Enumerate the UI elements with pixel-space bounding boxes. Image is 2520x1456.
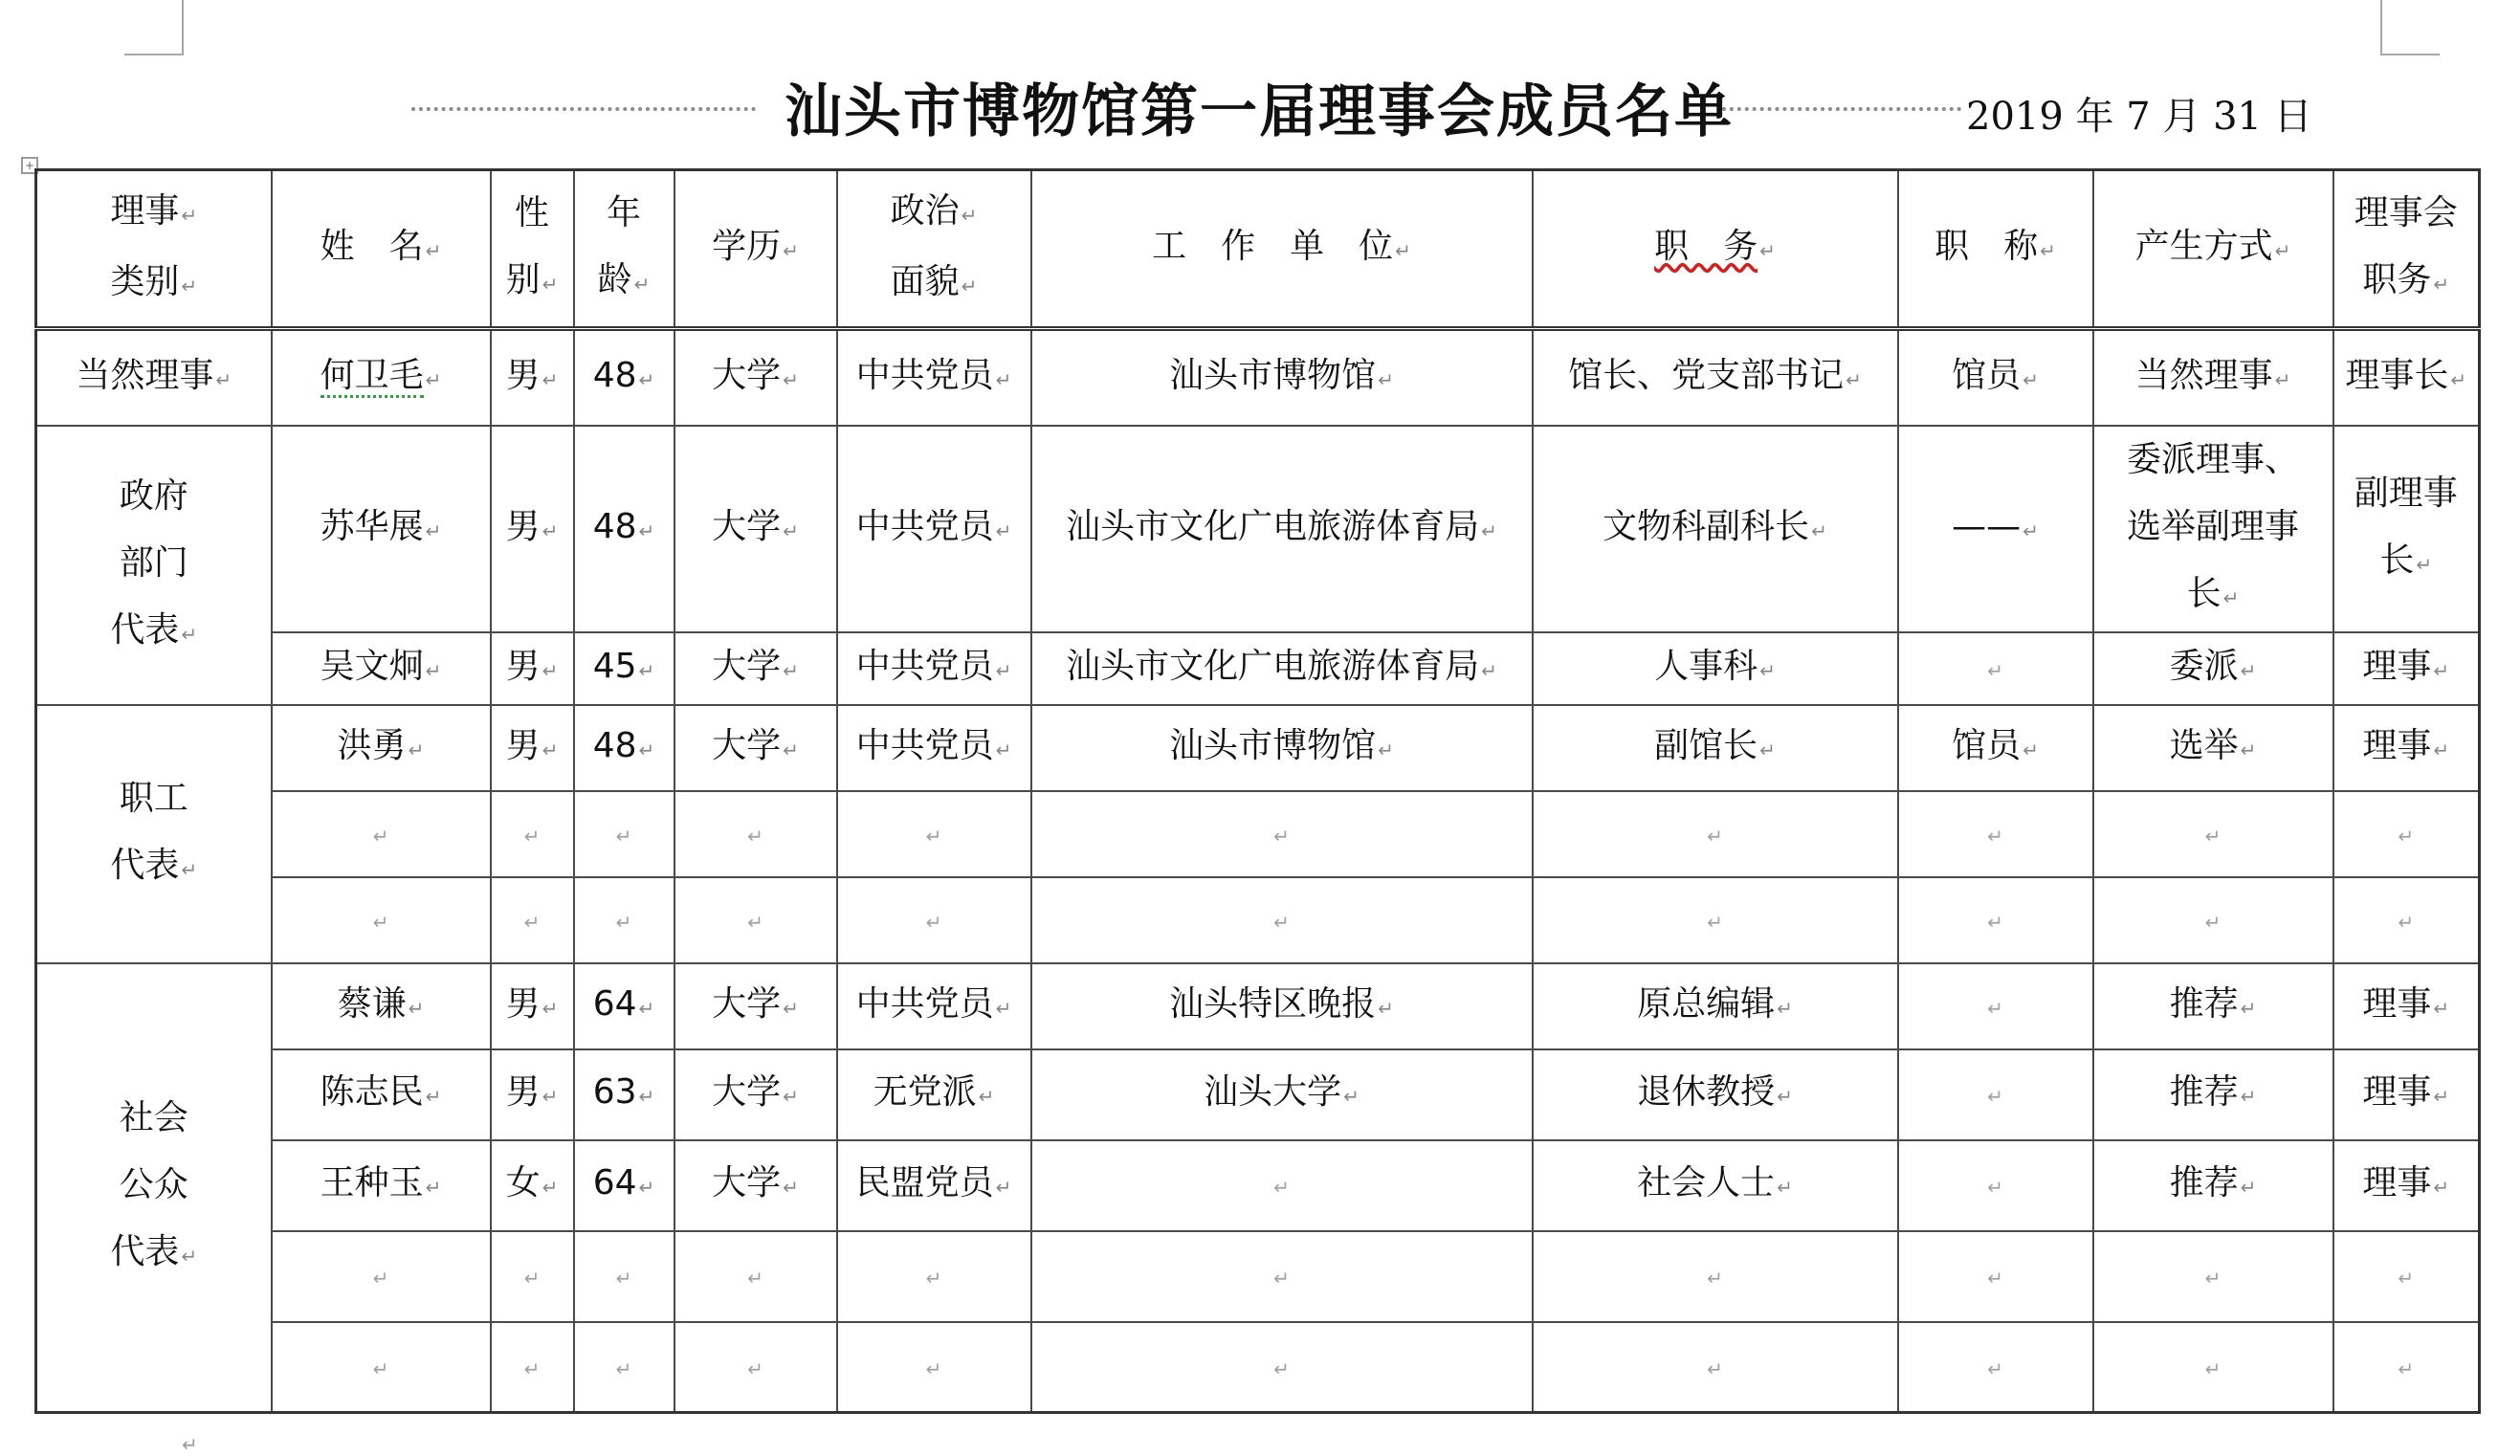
cell-method: ↵ xyxy=(2093,1231,2333,1322)
cell-education: 大学 ↵ xyxy=(674,963,837,1049)
cell-age: ↵ xyxy=(574,1231,674,1322)
cell-workplace: ↵ xyxy=(1031,877,1533,963)
crop-mark-top-left xyxy=(124,0,184,55)
cell-method: ↵ xyxy=(2093,791,2333,877)
cell-age: ↵ xyxy=(574,791,674,877)
cell-age: 64 ↵ xyxy=(574,1140,674,1231)
cell-method: 选举 ↵ xyxy=(2093,705,2333,791)
cell-method: 当然理事 ↵ xyxy=(2093,329,2333,426)
table-row xyxy=(36,1231,2480,1322)
cell-board-role: ↵ xyxy=(2333,877,2480,963)
cell-education: ↵ xyxy=(674,1322,837,1413)
cell-name: 陈志民 ↵ xyxy=(272,1049,491,1140)
header-political: 政治 ↵ 面貌 ↵ xyxy=(837,170,1031,329)
cell-age: 63 ↵ xyxy=(574,1049,674,1140)
cell-education: 大学 ↵ xyxy=(674,426,837,632)
category-cell: 职工 代表 ↵ xyxy=(36,705,272,963)
table-move-handle-icon[interactable]: + xyxy=(21,157,38,174)
cell-age: 48 ↵ xyxy=(574,426,674,632)
cell-political: ↵ xyxy=(837,1231,1031,1322)
cell-position: 文物科副科长 ↵ xyxy=(1533,426,1898,632)
cell-position: ↵ xyxy=(1533,877,1898,963)
cell-political: 中共党员 ↵ xyxy=(837,329,1031,426)
cell-gender: 男 ↵ xyxy=(491,1049,574,1140)
cell-education: ↵ xyxy=(674,877,837,963)
cell-method: 委派 ↵ xyxy=(2093,632,2333,705)
cell-gender: ↵ xyxy=(491,877,574,963)
cell-workplace: ↵ xyxy=(1031,1231,1533,1322)
cell-name: ↵ xyxy=(272,791,491,877)
table-row xyxy=(36,705,2480,791)
cell-political: 无党派 ↵ xyxy=(837,1049,1031,1140)
cell-name: 王种玉 ↵ xyxy=(272,1140,491,1231)
cell-position: 人事科 ↵ xyxy=(1533,632,1898,705)
cell-title: ↵ xyxy=(1898,1231,2093,1322)
cell-gender: 男 ↵ xyxy=(491,426,574,632)
header-gender: 性 别 ↵ xyxy=(491,170,574,329)
cell-name: ↵ xyxy=(272,877,491,963)
table-row xyxy=(36,329,2480,426)
cell-age: ↵ xyxy=(574,1322,674,1413)
cell-name: ↵ xyxy=(272,1231,491,1322)
cell-age: ↵ xyxy=(574,877,674,963)
cell-political: 中共党员 ↵ xyxy=(837,632,1031,705)
cell-title: 馆员 ↵ xyxy=(1898,705,2093,791)
table-row xyxy=(36,632,2480,705)
cell-workplace: 汕头市博物馆 ↵ xyxy=(1031,329,1533,426)
cell-title: ↵ xyxy=(1898,1140,2093,1231)
cell-political: ↵ xyxy=(837,1322,1031,1413)
cell-board-role: ↵ xyxy=(2333,791,2480,877)
title-dot-leader-left xyxy=(411,107,756,117)
cell-workplace: ↵ xyxy=(1031,791,1533,877)
cell-gender: 女 ↵ xyxy=(491,1140,574,1231)
cell-position: 退休教授 ↵ xyxy=(1533,1049,1898,1140)
table-row xyxy=(36,1322,2480,1413)
cell-political: 民盟党员 ↵ xyxy=(837,1140,1031,1231)
table-header-row xyxy=(36,170,2480,329)
cell-education: 大学 ↵ xyxy=(674,329,837,426)
table-body xyxy=(36,329,2480,1413)
cell-workplace: 汕头特区晚报 ↵ xyxy=(1031,963,1533,1049)
cell-workplace: 汕头市文化广电旅游体育局 ↵ xyxy=(1031,632,1533,705)
cell-method: 委派理事、 选举副理事 长 ↵ xyxy=(2093,426,2333,632)
cell-method: ↵ xyxy=(2093,1322,2333,1413)
cell-workplace: ↵ xyxy=(1031,1322,1533,1413)
cell-political: ↵ xyxy=(837,791,1031,877)
crop-mark-top-right xyxy=(2380,0,2440,55)
table-row xyxy=(36,963,2480,1049)
cell-education: 大学 ↵ xyxy=(674,1049,837,1140)
cell-board-role: ↵ xyxy=(2333,1231,2480,1322)
paragraph-mark: ↵ xyxy=(182,1433,198,1456)
cell-title: ↵ xyxy=(1898,1049,2093,1140)
cell-method: 推荐 ↵ xyxy=(2093,963,2333,1049)
cell-gender: 男 ↵ xyxy=(491,632,574,705)
cell-education: 大学 ↵ xyxy=(674,632,837,705)
cell-title: 馆员 ↵ xyxy=(1898,329,2093,426)
table-row xyxy=(36,1049,2480,1140)
cell-name: 蔡谦 ↵ xyxy=(272,963,491,1049)
cell-gender: ↵ xyxy=(491,791,574,877)
category-cell: 政府 部门 代表 ↵ xyxy=(36,426,272,705)
cell-political: 中共党员 ↵ xyxy=(837,705,1031,791)
cell-age: 45 ↵ xyxy=(574,632,674,705)
document-title: 汕头市博物馆第一届理事会成员名单 xyxy=(785,78,1734,145)
header-position: 职 务 ↵ xyxy=(1533,170,1898,329)
category-cell: 当然理事 ↵ xyxy=(36,329,272,426)
cell-gender: ↵ xyxy=(491,1231,574,1322)
table-row xyxy=(36,877,2480,963)
cell-title: ↵ xyxy=(1898,791,2093,877)
cell-board-role: ↵ xyxy=(2333,1322,2480,1413)
cell-gender: 男 ↵ xyxy=(491,963,574,1049)
header-name: 姓 名 ↵ xyxy=(272,170,491,329)
table-row xyxy=(36,426,2480,632)
cell-board-role: 理事 ↵ xyxy=(2333,632,2480,705)
header-education: 学历 ↵ xyxy=(674,170,837,329)
cell-board-role: 理事 ↵ xyxy=(2333,1140,2480,1231)
cell-workplace: 汕头大学 ↵ xyxy=(1031,1049,1533,1140)
cell-board-role: 理事 ↵ xyxy=(2333,1049,2480,1140)
cell-title: ↵ xyxy=(1898,1322,2093,1413)
cell-name: 何卫毛 ↵ xyxy=(272,329,491,426)
cell-political: 中共党员 ↵ xyxy=(837,963,1031,1049)
cell-title: ↵ xyxy=(1898,963,2093,1049)
cell-position: ↵ xyxy=(1533,1231,1898,1322)
cell-name: ↵ xyxy=(272,1322,491,1413)
cell-position: 社会人士 ↵ xyxy=(1533,1140,1898,1231)
cell-method: ↵ xyxy=(2093,877,2333,963)
header-board-role: 理事会 职务 ↵ xyxy=(2333,170,2480,329)
table-row xyxy=(36,1140,2480,1231)
cell-title: ↵ xyxy=(1898,632,2093,705)
category-cell: 社会 公众 代表 ↵ xyxy=(36,963,272,1413)
cell-age: 48 ↵ xyxy=(574,329,674,426)
cell-position: 原总编辑 ↵ xyxy=(1533,963,1898,1049)
cell-method: 推荐 ↵ xyxy=(2093,1049,2333,1140)
cell-name: 苏华展 ↵ xyxy=(272,426,491,632)
cell-age: 48 ↵ xyxy=(574,705,674,791)
cell-gender: 男 ↵ xyxy=(491,705,574,791)
cell-position: ↵ xyxy=(1533,1322,1898,1413)
cell-education: 大学 ↵ xyxy=(674,705,837,791)
cell-political: ↵ xyxy=(837,877,1031,963)
cell-gender: 男 ↵ xyxy=(491,329,574,426)
cell-education: ↵ xyxy=(674,791,837,877)
cell-method: 推荐 ↵ xyxy=(2093,1140,2333,1231)
cell-political: 中共党员 ↵ xyxy=(837,426,1031,632)
cell-workplace: 汕头市博物馆 ↵ xyxy=(1031,705,1533,791)
title-dot-leader-right xyxy=(1722,107,1961,117)
cell-education: ↵ xyxy=(674,1231,837,1322)
header-title: 职 称 ↵ xyxy=(1898,170,2093,329)
cell-position: 馆长、党支部书记 ↵ xyxy=(1533,329,1898,426)
cell-workplace: 汕头市文化广电旅游体育局 ↵ xyxy=(1031,426,1533,632)
cell-position: 副馆长 ↵ xyxy=(1533,705,1898,791)
cell-gender: ↵ xyxy=(491,1322,574,1413)
cell-board-role: 副理事 长 ↵ xyxy=(2333,426,2480,632)
cell-name: 吴文炯 ↵ xyxy=(272,632,491,705)
header-age: 年 龄 ↵ xyxy=(574,170,674,329)
cell-age: 64 ↵ xyxy=(574,963,674,1049)
cell-board-role: 理事长 ↵ xyxy=(2333,329,2480,426)
cell-name: 洪勇 ↵ xyxy=(272,705,491,791)
header-method: 产生方式 ↵ xyxy=(2093,170,2333,329)
document-date: 2019 年 7 月 31 日 xyxy=(1966,95,2312,139)
header-category: 理事 ↵ 类别 ↵ xyxy=(36,170,272,329)
cell-education: 大学 ↵ xyxy=(674,1140,837,1231)
header-workplace: 工 作 单 位 ↵ xyxy=(1031,170,1533,329)
board-member-table xyxy=(34,168,2481,1414)
cell-title: ↵ xyxy=(1898,877,2093,963)
cell-position: ↵ xyxy=(1533,791,1898,877)
table-row xyxy=(36,791,2480,877)
cell-title: —— ↵ xyxy=(1898,426,2093,632)
cell-board-role: 理事 ↵ xyxy=(2333,963,2480,1049)
cell-workplace: ↵ xyxy=(1031,1140,1533,1231)
cell-board-role: 理事 ↵ xyxy=(2333,705,2480,791)
